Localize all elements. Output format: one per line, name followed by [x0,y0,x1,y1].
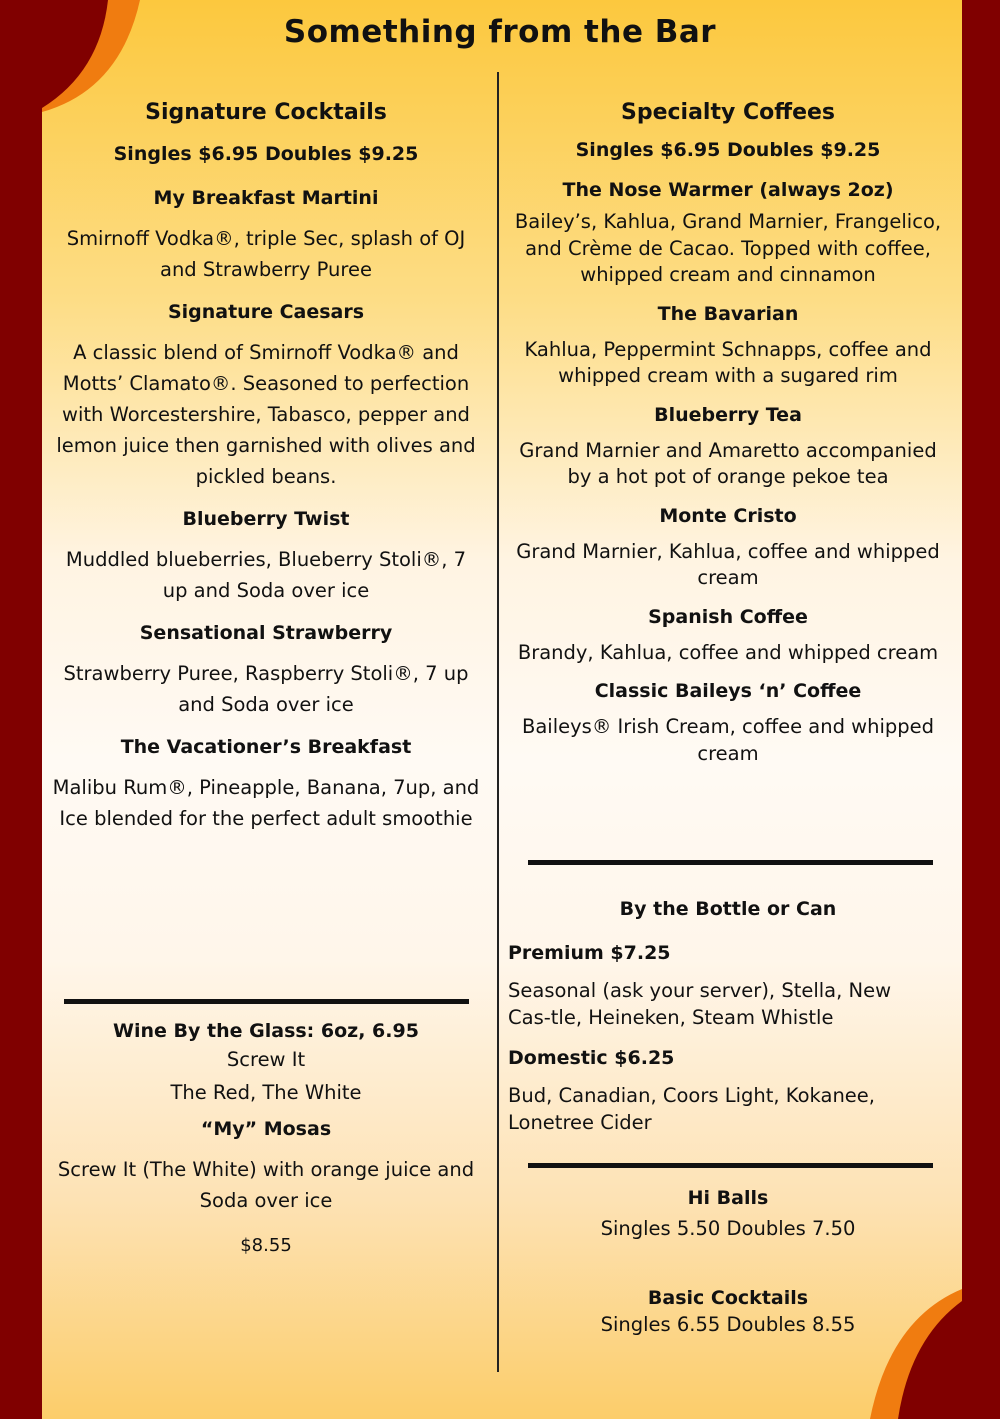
page-title: Something from the Bar [283,14,717,50]
item-description: Grand Marnier and Amaretto accompanied by a hot pot of orange pekoe tea [519,438,937,488]
bottle-list [508,942,938,1136]
item-description: Muddled blueberries, Blueberry Stoli®, 7 up and Soda over ice [65,548,467,602]
item-description: Smirnoff Vodka®, triple Sec, splash of OJ and Strawberry Puree [66,227,466,281]
item-price: $8.55 [240,1235,292,1256]
item-description: A classic blend of Smirnoff Vodka® and Motts’ Clamato®. Seasoned to perfection with Worcestershire, Tabasco, pepper and lemon juice then garnished with olives and pickled beans. [56,341,476,488]
item-name: The Bavarian [657,302,799,325]
price-line: Singles 5.50 Doubles 7.50 [600,1217,856,1240]
section-heading: Specialty Coffees [620,100,836,125]
wine-line: The Red, The White [170,1081,362,1104]
price-line: Singles $6.95 Doubles $9.25 [575,139,881,161]
item-name: Signature Caesars [167,301,365,323]
section-heading: Signature Cocktails [145,100,387,125]
bottle-section [508,898,948,920]
wine-section [52,1020,480,1261]
item-name: My Breakfast Martini [153,187,379,209]
premium-label: Premium $7.25 [508,942,671,964]
item-name: The Nose Warmer (always 2oz) [562,179,894,201]
item-description: Screw It (The White) with orange juice and Soda over ice [57,1158,475,1212]
item-name: Monte Cristo [659,504,797,527]
item-description: Malibu Rum®, Pineapple, Banana, 7up, and Ice blended for the perfect adult smoothie [52,776,480,830]
price-line: Singles 6.55 Doubles 8.55 [600,1313,856,1336]
section-divider [528,1163,933,1168]
item-name: Sensational Strawberry [139,622,393,644]
item-name: The Vacationer’s Breakfast [120,736,412,758]
wine-line: Screw It [226,1048,306,1071]
left-border-bar [0,0,42,1419]
section-divider [528,860,933,865]
domestic-description: Bud, Canadian, Coors Light, Kokanee, Lonetree Cider [508,1084,875,1134]
item-description: Grand Marnier, Kahlua, coffee and whipped cream [516,539,940,589]
item-description: Brandy, Kahlua, coffee and whipped cream [517,640,939,664]
section-heading: Basic Cocktails [647,1287,809,1309]
item-name: Classic Baileys ‘n’ Coffee [594,680,862,702]
right-border-bar [962,0,1000,1419]
price-line: Singles $6.95 Doubles $9.25 [113,143,419,165]
specialty-coffees-section [508,100,948,767]
premium-description: Seasonal (ask your server), Stella, New Cas-tle, Heineken, Steam Whistle [508,979,892,1029]
column-divider [497,72,499,1372]
item-description: Kahlua, Peppermint Schnapps, coffee and whipped cream with a sugared rim [524,337,932,387]
item-description: Baileys® Irish Cream, coffee and whipped cream [521,715,935,765]
wine-heading: Wine By the Glass: 6oz, 6.95 [113,1020,419,1042]
item-description: Strawberry Puree, Raspberry Stoli®, 7 up and Soda over ice [63,662,469,716]
item-name: Blueberry Tea [654,403,802,426]
item-name: Blueberry Twist [182,508,350,530]
domestic-label: Domestic $6.25 [508,1047,675,1069]
section-heading: By the Bottle or Can [619,898,837,920]
item-name: “My” Mosas [200,1118,332,1140]
hi-balls-section [508,1187,948,1244]
section-heading: Hi Balls [687,1187,769,1209]
signature-cocktails-section [52,100,480,834]
item-name: Spanish Coffee [648,605,808,628]
section-divider [64,999,469,1004]
item-description: Bailey’s, Kahlua, Grand Marnier, Frangelico, and Crème de Cacao. Topped with coffee, whipped cream and cinnamon [514,210,942,286]
basic-cocktails-section [508,1287,948,1340]
